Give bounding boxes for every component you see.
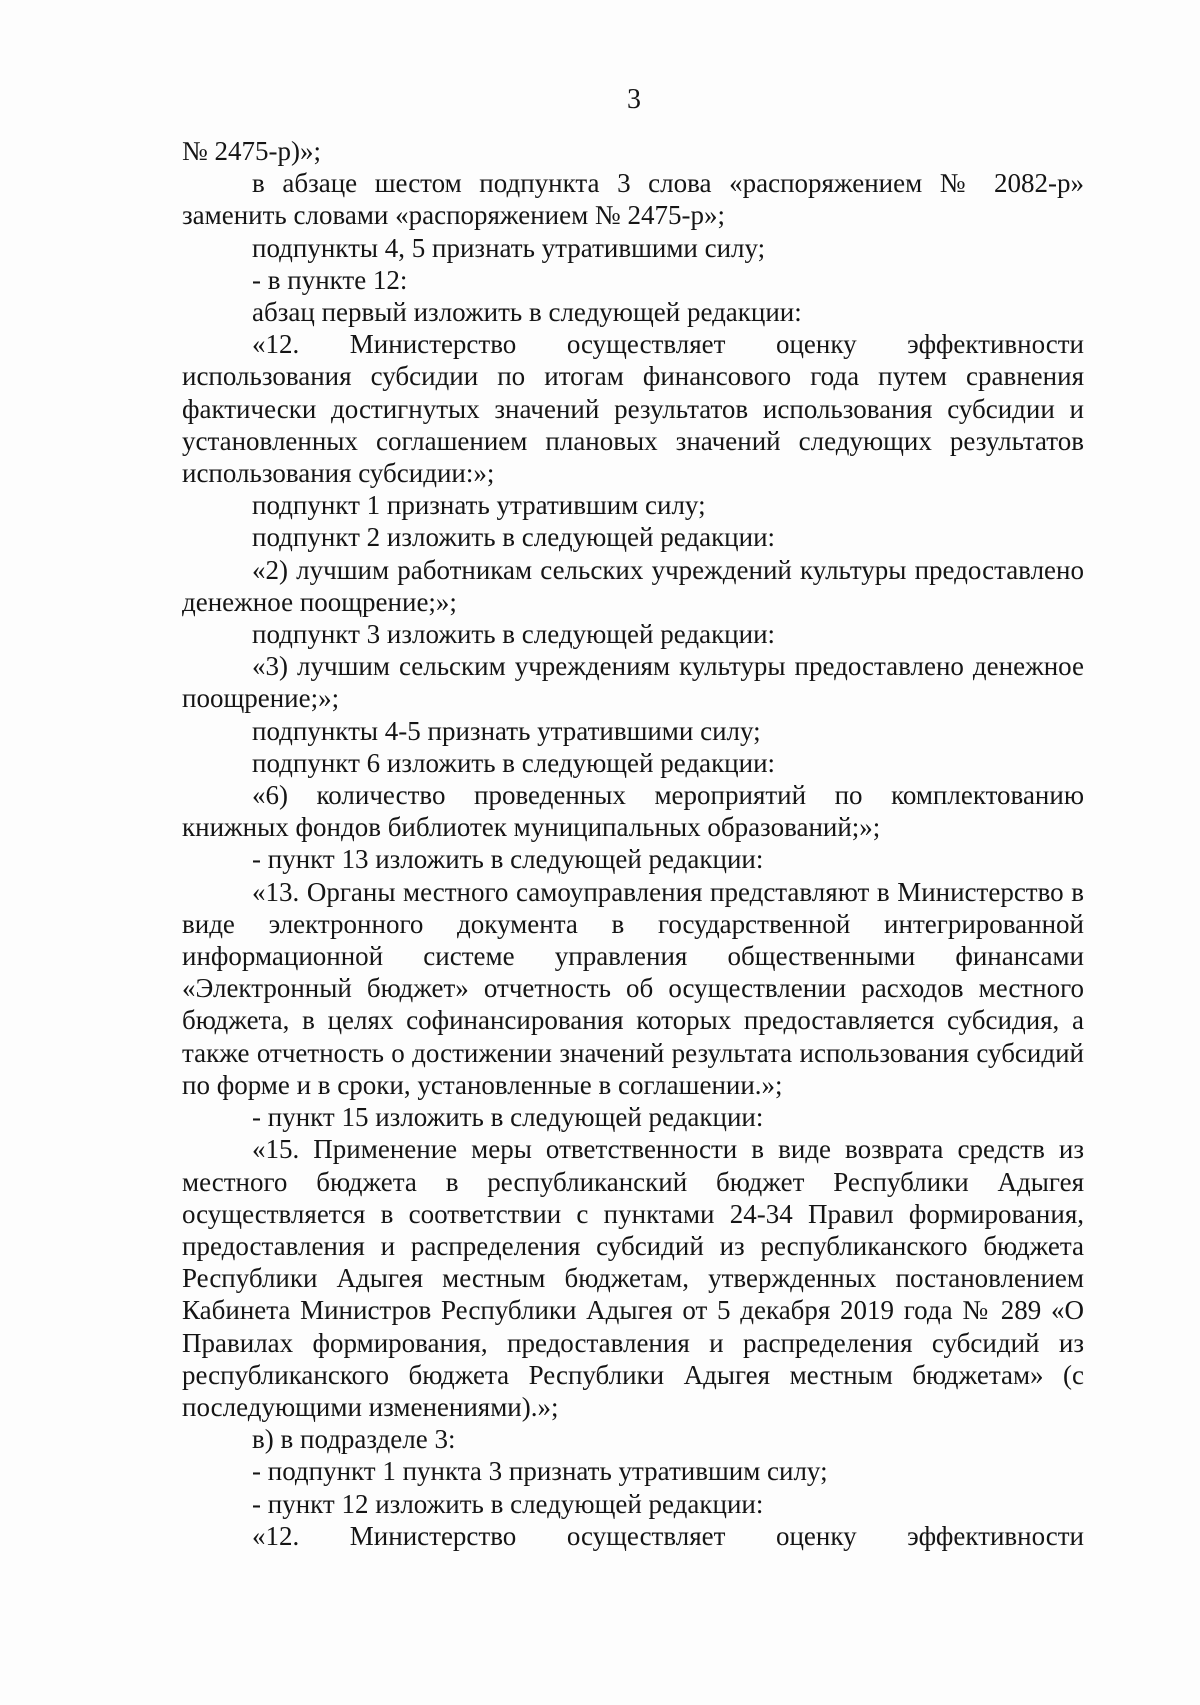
paragraph: подпункты 4, 5 признать утратившими силу;	[252, 232, 766, 263]
paragraph: «2) лучшим работникам сельских учреждений культуры предоставлено денежное поощрение;»;	[182, 554, 1084, 617]
paragraph: подпункт 1 признать утратившим силу;	[252, 490, 706, 521]
document-body	[182, 135, 1084, 1552]
paragraph: «12. Министерство осуществляет оценку эффективности использования субсидии по итогам финансового года путем сравнения фактически достигнутых значений результатов использования субсидии и установленных соглашением плановых значений следующих результатов использования субсидии:»;	[182, 329, 1084, 489]
paragraph: № 2475-р)»;	[182, 136, 321, 166]
paragraph: «13. Органы местного самоуправления представляют в Министерство в виде электронного документа в государственной интегрированной информационной системе управления общественными финансами «Электронный бюджет» отчетность об осуществлении расходов местного бюджета, в целях софинансирования которых предоставляется субсидия, а также отчетность о достижении значений результата использования субсидий по форме и в сроки, установленные в соглашении.»;	[182, 876, 1084, 1100]
paragraph: «15. Применение меры ответственности в виде возврата средств из местного бюджета в республиканский бюджет Республики Адыгея осуществляется в соответствии с пунктами 24-34 Правил формирования, предоставления и распределения субсидий из республиканского бюджета Республики Адыгея местным бюджетам, утвержденных постановлением Кабинета Министров Республики Адыгея от 5 декабря 2019 года № 289 «О Правилах формирования, предоставления и распределения субсидий из республиканского бюджета Республики Адыгея местным бюджетам» (с последующими изменениями).»;	[182, 1134, 1084, 1422]
paragraph: в абзаце шестом подпункта 3 слова «распоряжением № 2082-р» заменить словами «распоряжением № 2475-р»;	[182, 168, 1084, 231]
page-number: 3	[627, 84, 641, 115]
paragraph: «12. Министерство осуществляет оценку эффективности	[252, 1520, 1084, 1551]
paragraph: подпункт 2 изложить в следующей редакции:	[252, 522, 776, 553]
paragraph: - подпункт 1 пункта 3 признать утратившим силу;	[252, 1456, 828, 1487]
paragraph: абзац первый изложить в следующей редакции:	[252, 297, 802, 328]
paragraph: - пункт 13 изложить в следующей редакции:	[252, 844, 764, 875]
paragraph: «3) лучшим сельским учреждениям культуры предоставлено денежное поощрение;»;	[182, 651, 1084, 714]
paragraph: - в пункте 12:	[252, 264, 408, 295]
paragraph: подпункт 6 изложить в следующей редакции:	[252, 747, 776, 778]
paragraph: - пункт 15 изложить в следующей редакции:	[252, 1102, 764, 1133]
paragraph: подпункты 4-5 признать утратившими силу;	[252, 715, 761, 746]
paragraph: подпункт 3 изложить в следующей редакции:	[252, 619, 776, 650]
paragraph: в) в подразделе 3:	[252, 1424, 456, 1455]
paragraph: - пункт 12 изложить в следующей редакции:	[252, 1488, 764, 1519]
paragraph: «6) количество проведенных мероприятий по комплектованию книжных фондов библиотек муниципальных образований;»;	[182, 780, 1084, 843]
